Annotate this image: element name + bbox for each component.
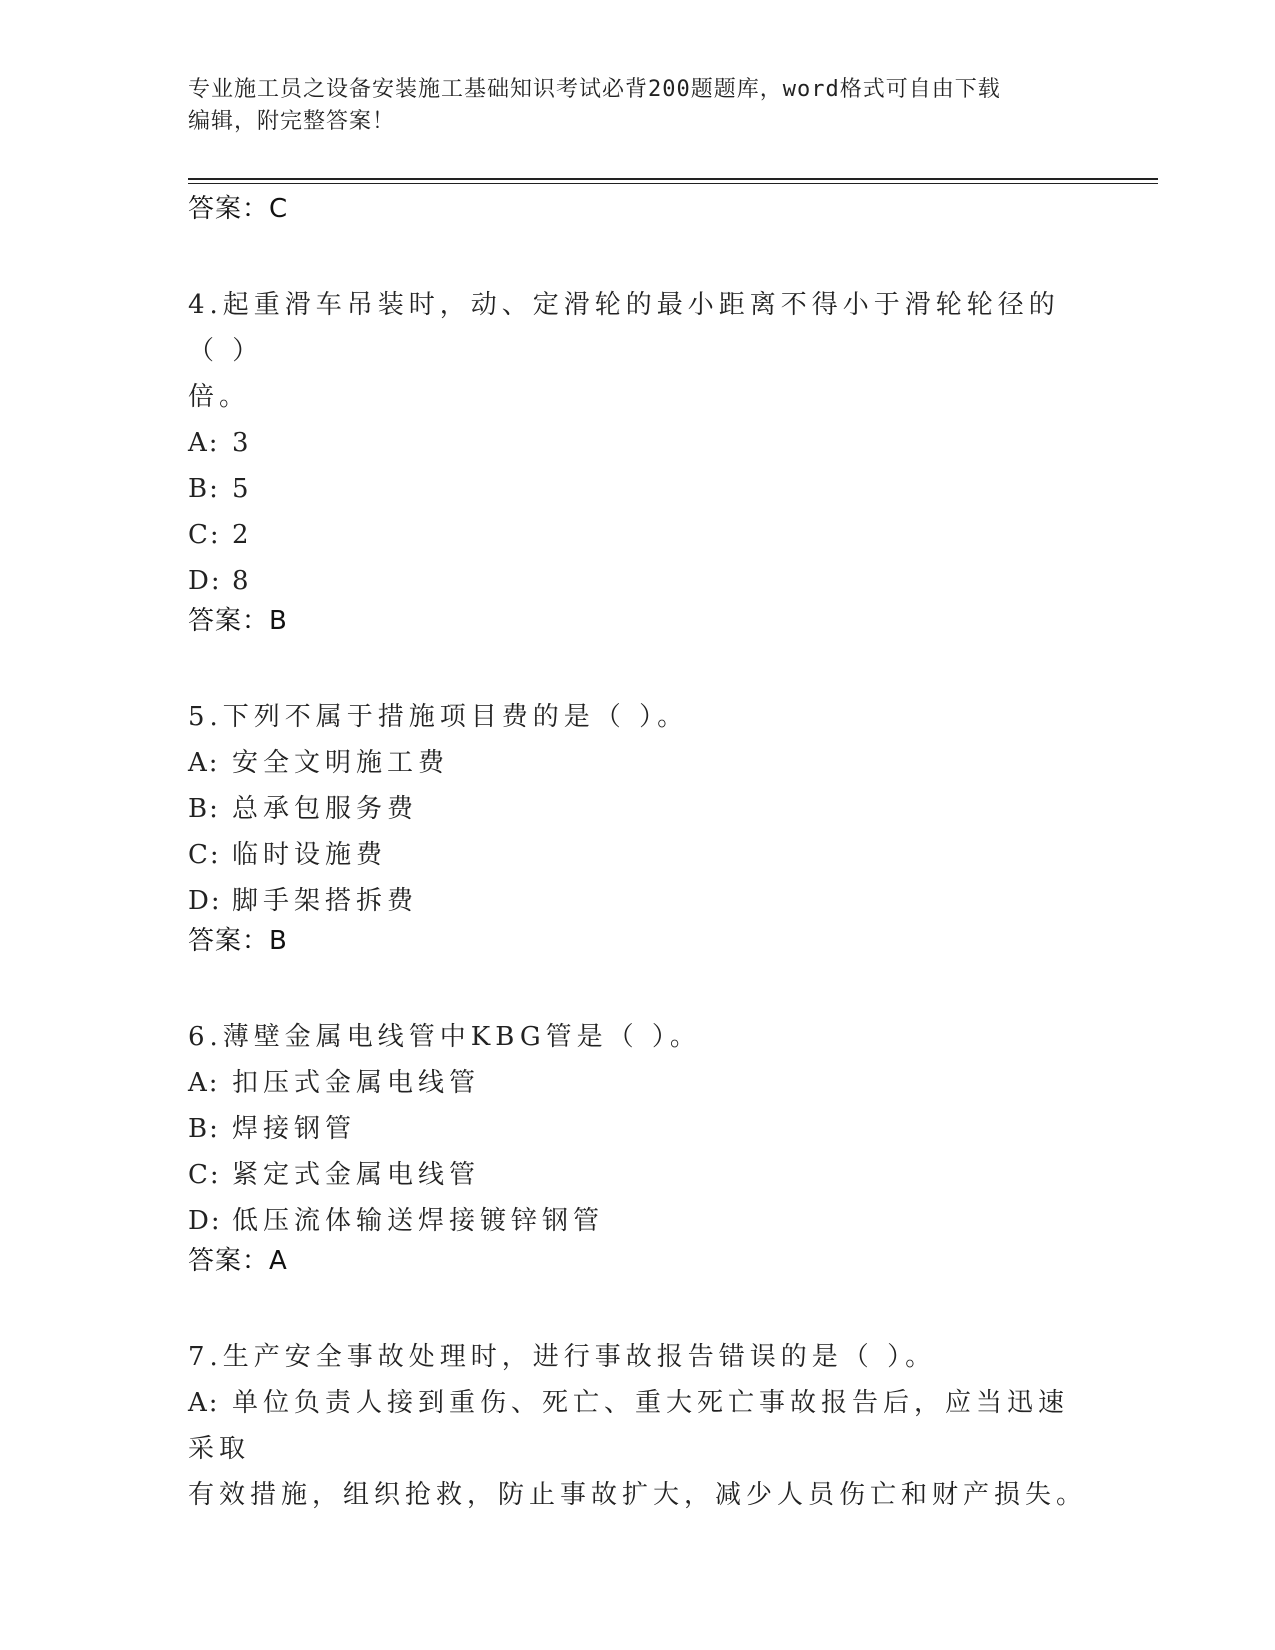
question-5-option-c	[188, 832, 1088, 878]
option-text: 临时设施费	[232, 840, 388, 870]
option-text: 低压流体输送焊接镀锌钢管	[232, 1206, 605, 1236]
document-header	[188, 74, 1068, 138]
option-text: 总承包服务费	[232, 794, 419, 824]
spacer	[188, 970, 1088, 1014]
option-key: C:	[188, 520, 221, 550]
option-text: 2	[232, 520, 254, 550]
question-4-option-a	[188, 420, 1088, 466]
question-5	[188, 694, 1088, 970]
header-divider-thick	[188, 178, 1158, 180]
question-4-option-d	[188, 558, 1088, 604]
option-text: 扣压式金属电线管	[232, 1068, 481, 1098]
question-6-option-c	[188, 1152, 1088, 1198]
question-5-option-d	[188, 878, 1088, 924]
option-key: B:	[188, 474, 220, 504]
option-key: C:	[188, 840, 221, 870]
option-key: B:	[188, 1114, 220, 1144]
answer-q5: 答案：B	[188, 926, 288, 956]
question-7-stem: 7.生产安全事故处理时，进行事故报告错误的是（ ）。	[188, 1342, 937, 1372]
header-line-1: 专业施工员之设备安装施工基础知识考试必背200题题库，word格式可自由下载	[188, 77, 1001, 102]
answer-q4: 答案：B	[188, 606, 288, 636]
option-key: A:	[188, 1388, 220, 1418]
question-6-option-d	[188, 1198, 1088, 1244]
option-key: C:	[188, 1160, 221, 1190]
option-key: D:	[188, 566, 222, 596]
option-key: B:	[188, 794, 220, 824]
header-divider-thin	[188, 183, 1158, 184]
question-list	[188, 192, 1088, 1518]
question-4-stem-line-2: 倍。	[188, 382, 251, 412]
option-text: 安全文明施工费	[232, 748, 450, 778]
question-6-stem: 6.薄壁金属电线管中KBG管是（ ）。	[188, 1022, 701, 1052]
option-text: 8	[232, 566, 254, 596]
option-text: 紧定式金属电线管	[232, 1160, 481, 1190]
question-4	[188, 282, 1088, 650]
spacer	[188, 650, 1088, 694]
question-6-option-b	[188, 1106, 1088, 1152]
question-4-option-b	[188, 466, 1088, 512]
question-5-stem: 5.下列不属于措施项目费的是（ ）。	[188, 702, 689, 732]
option-key: A:	[188, 1068, 220, 1098]
question-7-option-a-line-1	[188, 1380, 1088, 1472]
spacer	[188, 1290, 1088, 1334]
option-key: D:	[188, 886, 222, 916]
option-text: 脚手架搭拆费	[232, 886, 419, 916]
option-key: A:	[188, 428, 220, 458]
question-4-option-c	[188, 512, 1088, 558]
header-line-2: 编辑，附完整答案！	[188, 109, 396, 134]
answer-q6: 答案：A	[188, 1246, 288, 1276]
option-text: 单位负责人接到重伤、死亡、重大死亡事故报告后，应当迅速采取	[188, 1388, 1070, 1464]
option-text: 焊接钢管	[232, 1114, 357, 1144]
option-key: D:	[188, 1206, 222, 1236]
option-key: A:	[188, 748, 220, 778]
answer-q3: 答案：C	[188, 194, 289, 224]
question-7	[188, 1334, 1088, 1518]
spacer	[188, 238, 1088, 282]
question-6-option-a	[188, 1060, 1088, 1106]
question-5-option-b	[188, 786, 1088, 832]
option-text: 3	[232, 428, 254, 458]
option-text: 5	[232, 474, 254, 504]
question-7-option-a-line-2: 有效措施，组织抢救，防止事故扩大，减少人员伤亡和财产损失。	[188, 1480, 1088, 1510]
question-4-stem-line-1: 4.起重滑车吊装时，动、定滑轮的最小距离不得小于滑轮轮径的（ ）	[188, 290, 1060, 366]
question-5-option-a	[188, 740, 1088, 786]
question-6	[188, 1014, 1088, 1290]
